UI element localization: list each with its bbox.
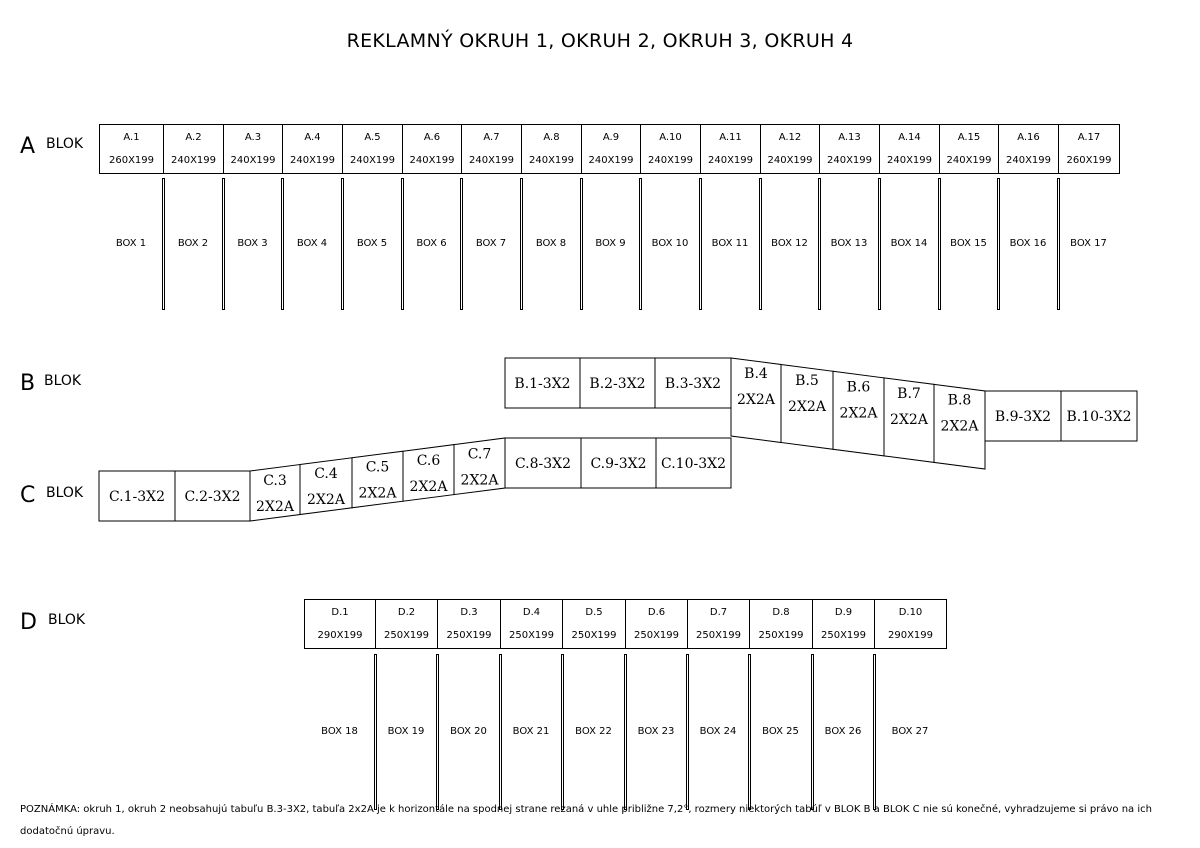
a-panel-id: A.17 — [1077, 132, 1101, 143]
c-panel-label: C.8-3X2 — [514, 456, 572, 472]
d-box-label: BOX 22 — [575, 726, 612, 737]
a-panel-size: 240X199 — [409, 155, 455, 166]
d-panel-id: D.2 — [397, 607, 416, 618]
d-box-label: BOX 27 — [891, 726, 929, 737]
d-panel-size: 250X199 — [383, 630, 430, 641]
a-panel-id: A.13 — [838, 132, 861, 143]
block-b-letter: B — [20, 371, 36, 396]
a-box-label: BOX 15 — [950, 238, 987, 249]
a-panel-size: 240X199 — [826, 155, 873, 166]
b-panel-size: 2X2A — [839, 405, 878, 422]
b-panel-id: B.5 — [795, 372, 819, 389]
b-panel-size: 2X2A — [788, 398, 826, 415]
a-panel-size: 240X199 — [588, 155, 634, 166]
block-d-letter: D — [20, 610, 37, 635]
a-panel-size: 240X199 — [170, 155, 217, 166]
a-panel-size: 240X199 — [707, 155, 754, 166]
a-panel-size: 240X199 — [946, 155, 992, 166]
d-panel-size: 250X199 — [446, 630, 492, 641]
a-box-label: BOX 6 — [416, 238, 447, 249]
c-panel-id: C.7 — [467, 446, 492, 463]
a-panel-size: 240X199 — [1005, 155, 1052, 166]
d-panel-id: D.3 — [460, 607, 478, 618]
b-panel-label: B.10-3X2 — [1066, 409, 1132, 425]
a-panel-size: 240X199 — [647, 155, 694, 166]
a-box-label: BOX 16 — [1009, 238, 1047, 249]
a-panel-id: A.11 — [719, 132, 742, 143]
block-c-letter: C — [20, 483, 36, 508]
a-panel-id: A.5 — [364, 132, 381, 143]
a-panel-size: 260X199 — [1066, 155, 1112, 166]
d-panel-size: 290X199 — [317, 630, 363, 641]
block-a-word: BLOK — [46, 136, 84, 152]
a-box-label: BOX 7 — [475, 238, 507, 249]
block-c-word: BLOK — [46, 485, 84, 501]
a-box-label: BOX 10 — [651, 238, 689, 249]
a-panel-id: A.10 — [659, 132, 682, 143]
a-panel-id: A.9 — [602, 132, 620, 143]
c-panel-label: C.2-3X2 — [184, 489, 241, 505]
a-box-label: BOX 8 — [535, 238, 567, 249]
a-panel-size: 240X199 — [886, 155, 933, 166]
a-box-label: BOX 3 — [237, 238, 268, 249]
b-panel-size: 2X2A — [890, 412, 928, 429]
a-panel-id: A.15 — [957, 132, 981, 143]
a-box-label: BOX 11 — [711, 238, 749, 249]
block-b-word: BLOK — [44, 373, 82, 389]
a-panel-id: A.7 — [483, 132, 500, 143]
b-panel-size: 2X2A — [940, 418, 979, 435]
b-panel-label: B.2-3X2 — [589, 376, 646, 392]
d-panel-size: 250X199 — [758, 630, 804, 641]
d-panel-id: D.7 — [709, 607, 728, 618]
d-panel-id: D.5 — [585, 607, 603, 618]
a-panel-size: 240X199 — [289, 155, 336, 166]
a-panel-id: A.12 — [778, 132, 802, 143]
b-panel-size: 2X2A — [737, 392, 775, 409]
b-panel-id: B.4 — [744, 366, 768, 383]
block-a-letter: A — [20, 134, 36, 159]
d-box-label: BOX 20 — [450, 726, 487, 737]
page-title: REKLAMNÝ OKRUH 1, OKRUH 2, OKRUH 3, OKRUH 4 — [346, 30, 854, 52]
d-panel-size: 250X199 — [695, 630, 742, 641]
d-box-label: BOX 21 — [512, 726, 550, 737]
a-panel-id: A.2 — [185, 132, 202, 143]
a-box-label: BOX 12 — [771, 238, 808, 249]
b-panel-id: B.8 — [947, 392, 972, 409]
a-panel-id: A.14 — [898, 132, 921, 143]
b-panel-label: B.3-3X2 — [664, 376, 722, 392]
a-panel-id: A.4 — [304, 132, 321, 143]
d-box-label: BOX 23 — [637, 726, 675, 737]
d-box-label: BOX 19 — [387, 726, 425, 737]
d-panel-id: D.1 — [331, 607, 349, 618]
d-panel-size: 290X199 — [887, 630, 934, 641]
a-box-label: BOX 9 — [595, 238, 626, 249]
d-box-label: BOX 24 — [699, 726, 737, 737]
b-panel-label: B.9-3X2 — [994, 409, 1052, 425]
d-box-label: BOX 18 — [321, 726, 358, 737]
c-panel-label: C.1-3X2 — [108, 489, 166, 505]
a-panel-size: 240X199 — [230, 155, 276, 166]
c-panel-size: 2X2A — [460, 472, 499, 489]
a-panel-size: 240X199 — [349, 155, 396, 166]
a-panel-id: A.1 — [123, 132, 140, 143]
c-panel-id: C.4 — [314, 466, 338, 483]
note-text: POZNÁMKA: okruh 1, okruh 2 neobsahujú tabuľu B.3-3X2, tabuľa 2x2A je k horizontále na spodnej strane rezaná v uhle približne 7,2°, rozmery niektorých tabúľ v BLOK B a BLOK C nie sú konečné, vyhradzujeme si právo na ich dodatočnú úpravu. — [20, 804, 1152, 837]
c-panel-id: C.6 — [416, 452, 441, 469]
b-panel-id: B.7 — [897, 386, 921, 403]
c-panel-size: 2X2A — [256, 498, 294, 515]
block-d-word: BLOK — [48, 612, 86, 628]
a-panel-id: A.6 — [423, 132, 441, 143]
d-box-label: BOX 26 — [824, 726, 862, 737]
c-panel-label: C.9-3X2 — [590, 456, 647, 472]
a-box-label: BOX 17 — [1070, 238, 1107, 249]
d-panel-id: D.10 — [898, 607, 923, 618]
c-panel-size: 2X2A — [358, 485, 397, 502]
a-box-label: BOX 14 — [890, 238, 928, 249]
d-panel-id: D.9 — [834, 607, 853, 618]
d-panel-id: D.8 — [772, 607, 790, 618]
c-panel-label: C.10-3X2 — [661, 456, 726, 472]
b-panel-label: B.1-3X2 — [514, 376, 571, 392]
d-box-label: BOX 25 — [762, 726, 799, 737]
a-box-label: BOX 5 — [356, 238, 388, 249]
a-panel-id: A.8 — [543, 132, 560, 143]
d-panel-id: D.6 — [647, 607, 666, 618]
a-box-label: BOX 2 — [177, 238, 209, 249]
c-panel-size: 2X2A — [409, 478, 448, 495]
a-panel-size: 240X199 — [767, 155, 813, 166]
d-panel-id: D.4 — [522, 607, 541, 618]
a-box-label: BOX 4 — [296, 238, 328, 249]
a-panel-size: 240X199 — [528, 155, 575, 166]
a-panel-size: 260X199 — [108, 155, 155, 166]
a-panel-id: A.3 — [244, 132, 262, 143]
a-panel-size: 240X199 — [468, 155, 515, 166]
c-panel-id: C.5 — [365, 459, 390, 476]
d-panel-size: 250X199 — [820, 630, 867, 641]
d-panel-size: 250X199 — [508, 630, 555, 641]
d-panel-size: 250X199 — [633, 630, 680, 641]
b-panel-id: B.6 — [846, 379, 871, 396]
a-box-label: BOX 1 — [115, 238, 147, 249]
a-box-label: BOX 13 — [830, 238, 868, 249]
d-panel-size: 250X199 — [571, 630, 617, 641]
block-b-c-panels — [99, 358, 1137, 521]
c-panel-id: C.3 — [263, 472, 287, 489]
c-panel-size: 2X2A — [307, 492, 345, 509]
a-panel-id: A.16 — [1017, 132, 1040, 143]
